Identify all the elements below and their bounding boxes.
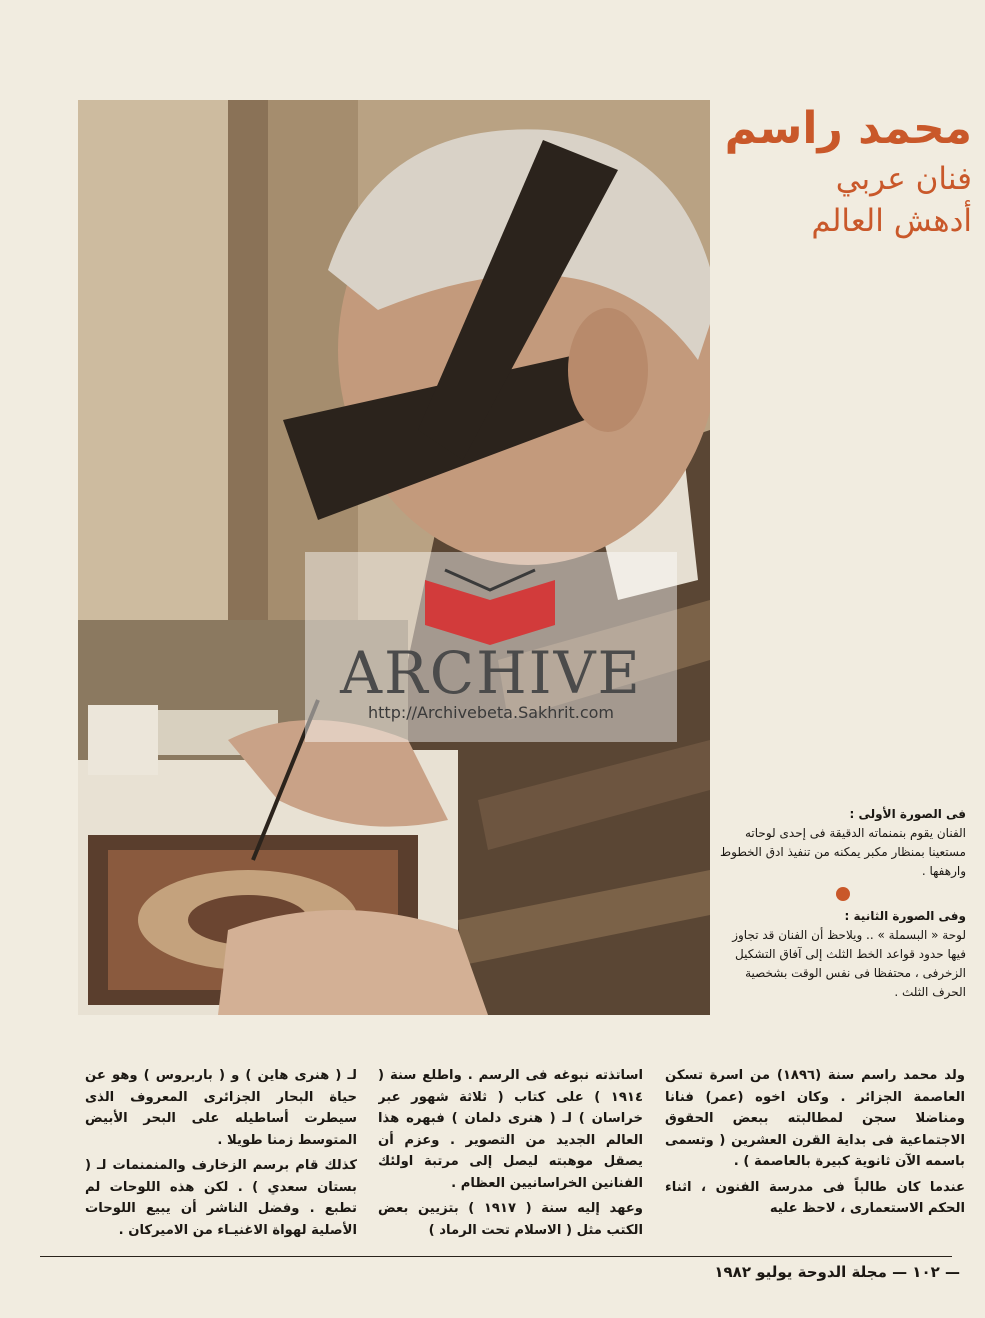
column-3-paragraph-2: كذلك قام برسم الزخارف والمنمنمات لـ ( بستان سعدي ) . لكن هذه اللوحات لم تطبع . وفضل الناشر أن يبيع اللوحات الأصلية لهواة الاغنيـاء من الاميركان .	[85, 1158, 357, 1238]
archive-watermark	[305, 552, 677, 742]
caption-second-heading: وفى الصورة الثانية :	[844, 909, 966, 923]
body-column-2	[378, 1065, 643, 1245]
caption-first-body: الفنان يقوم بنمنماته الدقيقة فى إحدى لوحاته مستعينا بمنظار مكبر يمكنه من تنفيذ ادق الخطوط وارهفها .	[720, 826, 966, 878]
article-title: محمد راسم	[724, 103, 972, 154]
article-subtitle-line2: أدهش العالم	[811, 203, 972, 239]
article-subtitle-line1: فنان عربي	[835, 161, 972, 197]
column-3-paragraph-1: لـ ( هنرى هاين ) و ( باربروس ) وهو عن حياة البحار الجزائرى المعروف الذى سيطرت أساطيله على البحر الأبيض المتوسط زمنا طويلا .	[85, 1068, 357, 1148]
body-column-3	[85, 1065, 357, 1245]
footer-rule	[40, 1256, 952, 1257]
column-1-paragraph-1: ولد محمد راسم سنة (١٨٩٦) من اسرة تسكن العاصمة الجزائر . وكان اخوه (عمر) فنانا ومناضلا سجن لمطالبته ببعض الحقوق الاجتماعية فى بداية القرن العشرين ( وتسمى باسمه الآن ثانوية كبيرة بالعاصمة ) .	[665, 1068, 965, 1169]
article-title-block	[722, 100, 972, 260]
column-2-paragraph-1: اساتذته نبوغه فى الرسم . واطلع سنة ( ١٩١٤ ) على كتاب ( ثلاثة شهور عبر خراسان ) لـ ( هنرى دلمان ) فبهره هذا العالم الجديد من التصوير . وعزم أن يصقل موهبته ليصل إلى مرتبة اولئك الفنانين الخراسانيين العظام .	[378, 1068, 643, 1191]
watermark-word: ARCHIVE	[340, 639, 642, 707]
body-column-1	[665, 1065, 965, 1245]
photo-captions	[720, 805, 966, 1008]
column-2-paragraph-2: وعهد إليه سنة ( ١٩١٧ ) بتزيين بعض الكتب مثل ( الاسلام تحت الرماد )	[378, 1201, 643, 1238]
page-footer: — ١٠٢ — مجلة الدوحة يوليو ١٩٨٢	[714, 1263, 960, 1281]
watermark-url: http://Archivebeta.Sakhrit.com	[368, 703, 614, 722]
bullet-dot-icon	[836, 887, 850, 901]
caption-second-body: لوحة « البسملة » .. ويلاحظ أن الفنان قد تجاوز فيها حدود قواعد الخط الثلث إلى آفاق التشكيل الزخرفى ، محتفظا فى نفس الوقت بشخصية الحرف الثلث .	[732, 928, 966, 999]
caption-first-heading: فى الصورة الأولى :	[849, 807, 966, 821]
archive-book-logo-icon	[405, 560, 575, 650]
column-1-paragraph-2: عندما كان طالباً فى مدرسة الفنون ، اثناء الحكم الاستعمارى ، لاحظ عليه	[665, 1179, 965, 1216]
